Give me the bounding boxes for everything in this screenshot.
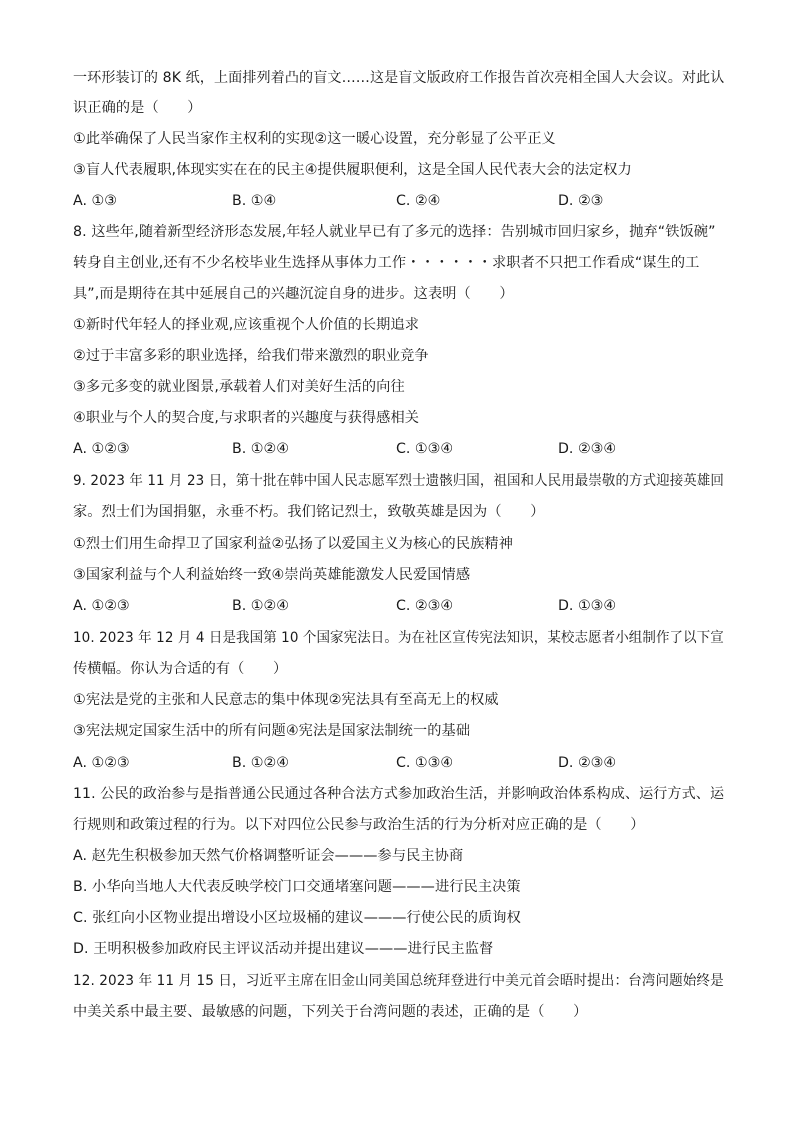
q8-line-4: ①新时代年轻人的择业观,应该重视个人价值的长期追求	[73, 317, 420, 333]
q9-option-c: C. ②③④	[396, 598, 454, 614]
q10-option-d: D. ②③④	[558, 755, 617, 771]
q9-line-1: 9. 2023 年 11 月 23 日，第十批在韩中国人民志愿军烈士遗骸归国，祖国和人民用最崇敬的方式迎接英雄回	[73, 473, 724, 489]
q11-option-a: A. 赵先生积极参加天然气价格调整听证会———参与民主协商	[73, 848, 464, 864]
q9-option-b: B. ①②④	[232, 598, 289, 614]
q10-option-c: C. ①③④	[396, 755, 454, 771]
q10-option-a: A. ①②③	[73, 755, 130, 771]
q12-line-2: 中美关系中最主要、最敏感的问题，下列关于台湾问题的表述，正确的是（ ）	[73, 1004, 588, 1020]
q11-line-1: 11. 公民的政治参与是指普通公民通过各种合法方式参加政治生活，并影响政治体系构成、运行方式、运	[73, 786, 725, 802]
q8-line-3: 具”,而是期待在其中延展自己的兴趣沉淀自身的进步。这表明（ ）	[73, 286, 514, 302]
q8-line-6: ③多元多变的就业图景,承载着人们对美好生活的向往	[73, 379, 405, 395]
q8-option-b: B. ①②④	[232, 441, 289, 457]
q10-line-2: 传横幅。你认为合适的有（ ）	[73, 661, 288, 677]
q7-option-b: B. ①④	[232, 193, 277, 209]
q7-line-4: ③盲人代表履职,体现实实在在的民主④提供履职便利，这是全国人民代表大会的法定权力	[73, 162, 632, 178]
q9-line-4: ③国家利益与个人利益始终一致④崇尚英雄能激发人民爱国情感	[73, 567, 471, 583]
q7-line-3: ①此举确保了人民当家作主权利的实现②这一暖心设置，充分彰显了公平正义	[73, 131, 556, 147]
q7-line-1: 一环形装订的 8K 纸，上面排列着凸的盲文……这是盲文版政府工作报告首次亮相全国人大会议。对此认	[73, 70, 725, 86]
q8-option-d: D. ②③④	[558, 441, 617, 457]
q11-option-d: D. 王明积极参加政府民主评议活动并提出建议———进行民主监督	[73, 941, 494, 957]
q11-option-b: B. 小华向当地人大代表反映学校门口交通堵塞问题———进行民主决策	[73, 879, 521, 895]
q10-line-3: ①宪法是党的主张和人民意志的集中体现②宪法具有至高无上的权威	[73, 692, 499, 708]
q9-line-2: 家。烈士们为国捐躯，永垂不朽。我们铭记烈士，致敬英雄是因为（ ）	[73, 504, 545, 520]
q12-line-1: 12. 2023 年 11 月 15 日，习近平主席在旧金山同美国总统拜登进行中美元首会晤时提出：台湾问题始终是	[73, 973, 724, 989]
q9-line-3: ①烈士们用生命捍卫了国家利益②弘扬了以爱国主义为核心的民族精神	[73, 536, 513, 552]
q8-line-1: 8. 这些年,随着新型经济形态发展,年轻人就业早已有了多元的选择：告别城市回归家乡，抛弃“铁饭碗”	[73, 224, 716, 240]
q10-option-b: B. ①②④	[232, 755, 289, 771]
q7-line-2: 识正确的是（ ）	[73, 100, 202, 116]
q8-option-c: C. ①③④	[396, 441, 454, 457]
q11-option-c: C. 张红向小区物业提出增设小区垃圾桶的建议———行使公民的质询权	[73, 910, 521, 926]
q9-option-a: A. ①②③	[73, 598, 130, 614]
q11-line-2: 行规则和政策过程的行为。以下对四位公民参与政治生活的行为分析对应正确的是（ ）	[73, 817, 645, 833]
q7-option-d: D. ②③	[558, 193, 604, 209]
q7-option-c: C. ②④	[396, 193, 441, 209]
q10-line-1: 10. 2023 年 12 月 4 日是我国第 10 个国家宪法日。为在社区宣传宪法知识，某校志愿者小组制作了以下宣	[73, 630, 724, 646]
q8-line-7: ④职业与个人的契合度,与求职者的兴趣度与获得感相关	[73, 410, 420, 426]
q8-option-a: A. ①②③	[73, 441, 130, 457]
q8-line-5: ②过于丰富多彩的职业选择，给我们带来激烈的职业竞争	[73, 348, 429, 364]
q10-line-4: ③宪法规定国家生活中的所有问题④宪法是国家法制统一的基础	[73, 723, 471, 739]
q7-option-a: A. ①③	[73, 193, 117, 209]
q9-option-d: D. ①③④	[558, 598, 617, 614]
q8-line-2: 转身自主创业,还有不少名校毕业生选择从事体力工作・・・・・・求职者不只把工作看成“谋生的工	[73, 255, 700, 271]
